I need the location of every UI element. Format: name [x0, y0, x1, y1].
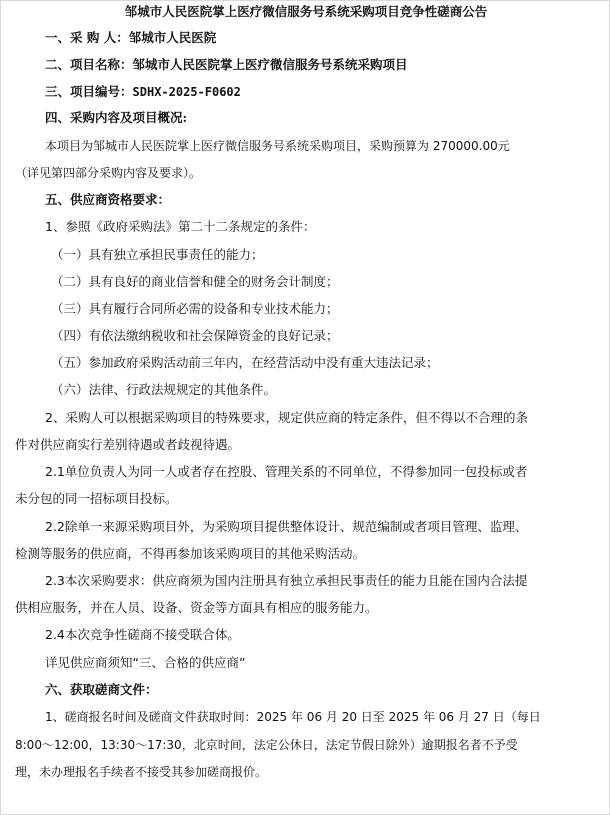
qualification-p2-2-line-2: 检测等服务的供应商，不得再参加该采购项目的其他采购活动。 — [15, 546, 366, 561]
project-name-line — [45, 56, 408, 74]
project-name-value: 邹城市人民医院掌上医疗微信服务号系统采购项目 — [132, 57, 408, 72]
qualification-p2-line-1: 2、采购人可以根据采购项目的特殊要求，规定供应商的特定条件，但不得以不合理的条 — [45, 410, 528, 425]
qualification-see-note: 详见供应商须知“三、合格的供应商” — [45, 655, 246, 670]
obtain-text-line-2: 8:00～12:00，13:30～17:30，北京时间，法定公休日，法定节假日除外）逾期报名者不予受 — [15, 738, 518, 752]
project-name-label: 二、项目名称： — [45, 57, 133, 72]
qualification-item-2: （二）具有良好的商业信誉和健全的财务会计制度； — [51, 274, 339, 289]
qualification-p2-2-line-1: 2.2除单一来源采购项目外，为采购项目提供整体设计、规范编制或者项目管理、监理、 — [45, 519, 528, 534]
scope-heading: 四、采购内容及项目概况: — [45, 110, 188, 125]
announcement-title: 邹城市人民医院掌上医疗微信服务号系统采购项目竞争性磋商公告 — [124, 4, 488, 19]
qualification-p2-1-line-1: 2.1单位负责人为同一人或者存在控股、管理关系的不同单位，不得参加同一包投标或者 — [45, 464, 528, 479]
qualification-p2-1-line-2: 未分包的同一招标项目投标。 — [15, 491, 178, 506]
qualification-p2-3-line-2: 供相应服务，并在人员、设备、资金等方面具有相应的服务能力。 — [15, 600, 378, 615]
qualification-item-3: （三）具有履行合同所必需的设备和专业技术能力； — [51, 301, 339, 316]
purchaser-line — [45, 29, 216, 47]
qualification-item-4: （四）有依法缴纳税收和社会保障资金的良好记录； — [51, 328, 339, 343]
qualification-p2-3-line-1: 2.3本次采购要求：供应商须为国内注册具有独立承担民事责任的能力且能在国内合法提 — [45, 573, 528, 588]
qualification-item-5: （五）参加政府采购活动前三年内，在经营活动中没有重大违法记录； — [51, 355, 439, 370]
project-number-value: SDHX-2025-F0602 — [132, 85, 241, 99]
obtain-heading: 六、获取磋商文件： — [45, 682, 158, 697]
project-number-line — [45, 83, 241, 101]
obtain-text-line-1: 1、磋商报名时间及磋商文件获取时间：2025 年 06 月 20 日至 2025 年 06 月 27 日（每日 — [45, 710, 541, 724]
qualification-item-1: （一）具有独立承担民事责任的能力； — [51, 247, 264, 262]
qualification-intro: 1、参照《政府采购法》第二十二条规定的条件： — [45, 219, 316, 234]
purchaser-label: 一、采 购 人： — [45, 30, 129, 45]
qualification-item-6: （六）法律、行政法规规定的其他条件。 — [51, 382, 277, 397]
project-number-label: 三、项目编号： — [45, 84, 133, 99]
scope-text-line-2: （详见第四部分采购内容及要求）。 — [15, 166, 202, 180]
qualification-p2-line-2: 件对供应商实行差别待遇或者歧视待遇。 — [15, 437, 241, 452]
purchaser-value: 邹城市人民医院 — [128, 30, 217, 45]
scope-text-line-1: 本项目为邹城市人民医院掌上医疗微信服务号系统采购项目，采购预算为 270000.00元 — [45, 139, 510, 153]
obtain-text-line-3: 理，未办理报名手续者不接受其参加磋商报价。 — [15, 765, 268, 779]
qualification-heading: 五、供应商资格要求： — [45, 192, 171, 207]
qualification-p2-4: 2.4本次竞争性磋商不接受联合体。 — [45, 627, 240, 642]
